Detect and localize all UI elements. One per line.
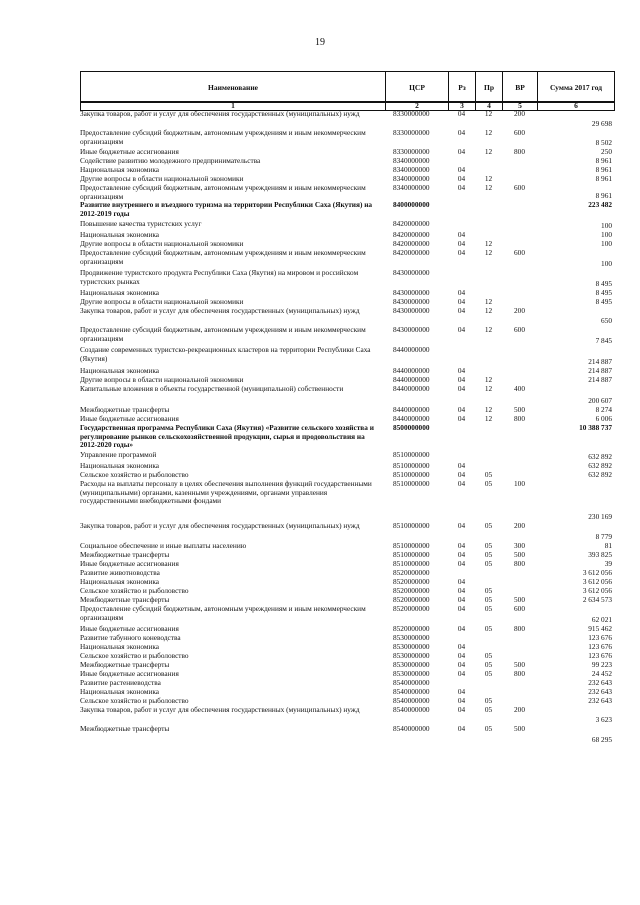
table-row xyxy=(80,522,614,542)
row-pr: 12 xyxy=(484,415,493,423)
row-pr: 05 xyxy=(484,596,493,604)
table-row xyxy=(80,376,614,385)
row-vr: 600 xyxy=(514,605,525,613)
row-csr: 8420000000 xyxy=(393,249,430,257)
row-rz: 04 xyxy=(457,326,466,334)
table-row xyxy=(80,298,614,307)
table-row xyxy=(80,269,614,289)
row-vr: 600 xyxy=(514,326,525,334)
table-row xyxy=(80,596,614,605)
row-csr: 8430000000 xyxy=(393,326,430,334)
row-csr: 8440000000 xyxy=(393,376,430,384)
row-csr: 8510000000 xyxy=(393,451,430,459)
table-row xyxy=(80,326,614,346)
row-sum: 8 495 xyxy=(595,279,612,288)
row-name: Иные бюджетные ассигнования xyxy=(80,670,179,678)
column-number: 2 xyxy=(386,102,449,111)
row-csr: 8520000000 xyxy=(393,569,430,577)
row-name: Иные бюджетные ассигнования xyxy=(80,148,179,156)
table-row xyxy=(80,587,614,596)
row-pr: 12 xyxy=(484,298,493,306)
table-row xyxy=(80,688,614,697)
row-rz: 04 xyxy=(457,385,466,393)
row-sum: 232 643 xyxy=(588,679,612,687)
table-row xyxy=(80,157,614,166)
page-number: 19 xyxy=(315,37,325,48)
row-name: Иные бюджетные ассигнования xyxy=(80,415,179,423)
row-name: Управление программой xyxy=(80,451,157,459)
row-vr: 600 xyxy=(514,129,525,137)
row-sum: 81 xyxy=(604,542,612,550)
row-rz: 04 xyxy=(457,670,466,678)
row-name: Социальное обеспечение и иные выплаты населению xyxy=(80,542,247,550)
table-row xyxy=(80,385,614,406)
row-name: Национальная экономика xyxy=(80,231,160,239)
row-sum: 123 676 xyxy=(588,652,612,660)
row-sum: 3 612 056 xyxy=(582,578,612,586)
row-name: Создание современных туристско-рекреационных кластеров на территории Республики Саха (Якутия) xyxy=(80,346,371,363)
row-csr: 8540000000 xyxy=(393,725,430,733)
row-pr: 05 xyxy=(484,706,493,714)
row-vr: 800 xyxy=(514,625,525,633)
row-sum: 8 961 xyxy=(595,191,612,200)
row-name: Межбюджетные трансферты xyxy=(80,406,170,414)
row-vr: 300 xyxy=(514,542,525,550)
header-name: Наименование xyxy=(81,72,386,103)
row-vr: 500 xyxy=(514,406,525,414)
table-row xyxy=(80,346,614,367)
row-csr: 8540000000 xyxy=(393,706,430,714)
row-sum: 393 825 xyxy=(588,551,612,559)
row-pr: 12 xyxy=(484,307,493,315)
table-row xyxy=(80,560,614,569)
table-row xyxy=(80,661,614,670)
row-csr: 8510000000 xyxy=(393,542,430,550)
row-sum: 3 623 xyxy=(595,715,612,724)
row-csr: 8430000000 xyxy=(393,269,430,277)
row-rz: 04 xyxy=(457,625,466,633)
row-vr: 400 xyxy=(514,385,525,393)
row-vr: 800 xyxy=(514,670,525,678)
row-name: Межбюджетные трансферты xyxy=(80,661,170,669)
row-rz: 04 xyxy=(457,560,466,568)
row-rz: 04 xyxy=(457,542,466,550)
row-rz: 04 xyxy=(457,688,466,696)
row-sum: 3 612 056 xyxy=(582,569,612,577)
header-pr: Пр xyxy=(476,72,503,103)
row-name: Другие вопросы в области национальной экономики xyxy=(80,376,244,384)
row-csr: 8440000000 xyxy=(393,346,430,354)
row-pr: 12 xyxy=(484,240,493,248)
row-rz: 04 xyxy=(457,307,466,315)
row-sum: 8 779 xyxy=(595,532,612,541)
row-csr: 8420000000 xyxy=(393,220,430,228)
row-name: Национальная экономика xyxy=(80,578,160,586)
row-name: Сельское хозяйство и рыболовство xyxy=(80,587,189,595)
row-pr: 12 xyxy=(484,148,493,156)
table-row xyxy=(80,110,614,129)
table-row xyxy=(80,643,614,652)
row-vr: 500 xyxy=(514,596,525,604)
row-name: Развитие внутреннего и въездного туризма на территории Республики Саха (Якутия) на 2012-2019 годы xyxy=(80,201,373,218)
table-row xyxy=(80,307,614,326)
row-rz: 04 xyxy=(457,725,466,733)
row-rz: 04 xyxy=(457,706,466,714)
row-rz: 04 xyxy=(457,129,466,137)
row-pr: 12 xyxy=(484,326,493,334)
table-row xyxy=(80,184,614,201)
row-pr: 05 xyxy=(484,661,493,669)
row-vr: 100 xyxy=(514,480,525,488)
row-sum: 8 495 xyxy=(595,298,612,306)
row-vr: 600 xyxy=(514,184,525,192)
row-rz: 04 xyxy=(457,110,466,118)
row-pr: 05 xyxy=(484,697,493,705)
row-name: Национальная экономика xyxy=(80,289,160,297)
row-name: Продвижение туристского продукта Республики Саха (Якутия) на мировом и российском туристских рынках xyxy=(80,269,359,286)
row-sum: 250 xyxy=(601,148,612,156)
row-name: Предоставление субсидий бюджетным, автономным учреждениям и иным некоммерческим организациям xyxy=(80,326,366,343)
row-name: Иные бюджетные ассигнования xyxy=(80,625,179,633)
row-rz: 04 xyxy=(457,652,466,660)
row-pr: 05 xyxy=(484,542,493,550)
row-sum: 632 892 xyxy=(588,452,612,461)
row-sum: 123 676 xyxy=(588,634,612,642)
row-rz: 04 xyxy=(457,166,466,174)
table-row xyxy=(80,406,614,415)
row-sum: 10 388 737 xyxy=(579,424,612,432)
row-name: Государственная программа Республики Саха (Якутия) «Развитие сельского хозяйства и регулирование рынков сельскохозяйственной продукции, сырья и продовольствия на 2012-2020 годы» xyxy=(80,424,374,449)
header-rz: Рз xyxy=(449,72,476,103)
row-pr: 12 xyxy=(484,376,493,384)
column-number: 3 xyxy=(449,102,476,111)
row-name: Межбюджетные трансферты xyxy=(80,551,170,559)
table-row xyxy=(80,578,614,587)
row-csr: 8330000000 xyxy=(393,129,430,137)
table-row xyxy=(80,634,614,643)
row-name: Содействие развитию молодежного предпринимательства xyxy=(80,157,261,165)
row-sum: 232 643 xyxy=(588,697,612,705)
row-pr: 05 xyxy=(484,652,493,660)
row-rz: 04 xyxy=(457,298,466,306)
row-sum: 7 845 xyxy=(595,336,612,345)
row-csr: 8520000000 xyxy=(393,605,430,613)
row-csr: 8440000000 xyxy=(393,367,430,375)
row-rz: 04 xyxy=(457,289,466,297)
row-name: Другие вопросы в области национальной экономики xyxy=(80,240,244,248)
row-pr: 12 xyxy=(484,184,493,192)
row-rz: 04 xyxy=(457,596,466,604)
row-rz: 04 xyxy=(457,661,466,669)
row-csr: 8440000000 xyxy=(393,415,430,423)
table-header xyxy=(80,71,615,103)
row-csr: 8540000000 xyxy=(393,679,430,687)
row-pr: 12 xyxy=(484,385,493,393)
row-sum: 632 892 xyxy=(588,471,612,479)
row-sum: 29 698 xyxy=(591,119,612,128)
row-csr: 8510000000 xyxy=(393,462,430,470)
row-csr: 8510000000 xyxy=(393,560,430,568)
column-number: 5 xyxy=(503,102,538,111)
table-row xyxy=(80,462,614,471)
row-vr: 800 xyxy=(514,148,525,156)
row-pr: 12 xyxy=(484,110,493,118)
row-csr: 8520000000 xyxy=(393,596,430,604)
row-name: Сельское хозяйство и рыболовство xyxy=(80,697,189,705)
row-name: Предоставление субсидий бюджетным, автономным учреждениям и иным некоммерческим организациям xyxy=(80,184,366,201)
table-row xyxy=(80,551,614,560)
header-csr: ЦСР xyxy=(386,72,449,103)
row-csr: 8530000000 xyxy=(393,652,430,660)
row-name: Предоставление субсидий бюджетным, автономным учреждениям и иным некоммерческим организациям xyxy=(80,605,366,622)
row-pr: 12 xyxy=(484,249,493,257)
row-pr: 05 xyxy=(484,625,493,633)
table-row xyxy=(80,679,614,688)
row-vr: 800 xyxy=(514,560,525,568)
row-csr: 8400000000 xyxy=(393,201,430,209)
table-row xyxy=(80,231,614,240)
budget-table-body xyxy=(80,110,614,745)
row-csr: 8420000000 xyxy=(393,240,430,248)
row-name: Национальная экономика xyxy=(80,462,160,470)
row-name: Межбюджетные трансферты xyxy=(80,725,170,733)
row-sum: 68 295 xyxy=(591,735,612,744)
row-name: Развитие растениеводства xyxy=(80,679,161,687)
row-name: Сельское хозяйство и рыболовство xyxy=(80,652,189,660)
row-csr: 8440000000 xyxy=(393,385,430,393)
row-pr: 05 xyxy=(484,605,493,613)
table-row xyxy=(80,220,614,231)
row-csr: 8340000000 xyxy=(393,166,430,174)
row-rz: 04 xyxy=(457,587,466,595)
row-csr: 8330000000 xyxy=(393,110,430,118)
row-name: Межбюджетные трансферты xyxy=(80,596,170,604)
table-row xyxy=(80,480,614,522)
table-row xyxy=(80,605,614,625)
row-rz: 04 xyxy=(457,240,466,248)
row-rz: 04 xyxy=(457,249,466,257)
row-rz: 04 xyxy=(457,415,466,423)
row-name: Предоставление субсидий бюджетным, автономным учреждениям и иным некоммерческим организациям xyxy=(80,249,366,266)
row-vr: 200 xyxy=(514,522,525,530)
table-row xyxy=(80,129,614,148)
row-name: Предоставление субсидий бюджетным, автономным учреждениям и иным некоммерческим организациям xyxy=(80,129,366,146)
row-csr: 8540000000 xyxy=(393,688,430,696)
table-row xyxy=(80,451,614,462)
table-row xyxy=(80,148,614,157)
row-name: Повышение качества туристских услуг xyxy=(80,220,202,228)
row-sum: 230 169 xyxy=(588,512,612,521)
row-vr: 500 xyxy=(514,551,525,559)
row-name: Закупка товаров, работ и услуг для обеспечения государственных (муниципальных) нужд xyxy=(80,110,360,118)
row-rz: 04 xyxy=(457,697,466,705)
row-sum: 8 961 xyxy=(595,157,612,165)
row-rz: 04 xyxy=(457,480,466,488)
row-csr: 8530000000 xyxy=(393,661,430,669)
row-sum: 2 634 573 xyxy=(582,596,612,604)
row-pr: 05 xyxy=(484,725,493,733)
row-name: Сельское хозяйство и рыболовство xyxy=(80,471,189,479)
row-rz: 04 xyxy=(457,175,466,183)
row-csr: 8330000000 xyxy=(393,148,430,156)
table-row xyxy=(80,652,614,661)
row-vr: 200 xyxy=(514,706,525,714)
table-row xyxy=(80,175,614,184)
row-sum: 62 021 xyxy=(591,615,612,624)
table-row xyxy=(80,471,614,480)
row-name: Национальная экономика xyxy=(80,367,160,375)
column-number: 4 xyxy=(476,102,503,111)
row-name: Развитие табунного коневодства xyxy=(80,634,181,642)
row-vr: 600 xyxy=(514,249,525,257)
row-csr: 8420000000 xyxy=(393,231,430,239)
row-rz: 04 xyxy=(457,462,466,470)
row-vr: 200 xyxy=(514,307,525,315)
row-csr: 8340000000 xyxy=(393,157,430,165)
row-rz: 04 xyxy=(457,367,466,375)
table-row xyxy=(80,542,614,551)
table-row xyxy=(80,166,614,175)
row-sum: 24 452 xyxy=(591,670,612,678)
row-csr: 8430000000 xyxy=(393,289,430,297)
row-name: Закупка товаров, работ и услуг для обеспечения государственных (муниципальных) нужд xyxy=(80,307,360,315)
row-name: Национальная экономика xyxy=(80,688,160,696)
row-sum: 100 xyxy=(601,221,612,230)
row-csr: 8530000000 xyxy=(393,643,430,651)
row-csr: 8530000000 xyxy=(393,634,430,642)
table-row xyxy=(80,697,614,706)
row-csr: 8340000000 xyxy=(393,184,430,192)
row-csr: 8520000000 xyxy=(393,625,430,633)
row-sum: 3 612 056 xyxy=(582,587,612,595)
row-sum: 232 643 xyxy=(588,688,612,696)
row-vr: 500 xyxy=(514,725,525,733)
row-rz: 04 xyxy=(457,605,466,613)
row-rz: 04 xyxy=(457,578,466,586)
row-csr: 8430000000 xyxy=(393,298,430,306)
row-sum: 100 xyxy=(601,240,612,248)
row-name: Национальная экономика xyxy=(80,166,160,174)
row-name: Другие вопросы в области национальной экономики xyxy=(80,298,244,306)
row-sum: 8 502 xyxy=(595,138,612,147)
row-name: Расходы на выплаты персоналу в целях обеспечения выполнения функций государственными (муниципальными) органами, казенными учреждениями, органами управления государственными внебюджетными фондами xyxy=(80,480,372,505)
row-csr: 8520000000 xyxy=(393,587,430,595)
table-row xyxy=(80,725,614,745)
row-csr: 8510000000 xyxy=(393,480,430,488)
row-name: Иные бюджетные ассигнования xyxy=(80,560,179,568)
table-row xyxy=(80,201,614,220)
row-sum: 100 xyxy=(601,231,612,239)
row-sum: 39 xyxy=(604,560,612,568)
row-sum: 8 961 xyxy=(595,166,612,174)
row-csr: 8540000000 xyxy=(393,697,430,705)
table-row xyxy=(80,249,614,269)
table-row xyxy=(80,289,614,298)
table-row xyxy=(80,415,614,424)
row-csr: 8510000000 xyxy=(393,471,430,479)
row-csr: 8510000000 xyxy=(393,551,430,559)
header-sum: Сумма 2017 год xyxy=(538,72,615,103)
table-row xyxy=(80,706,614,725)
row-rz: 04 xyxy=(457,406,466,414)
row-name: Закупка товаров, работ и услуг для обеспечения государственных (муниципальных) нужд xyxy=(80,522,360,530)
row-name: Другие вопросы в области национальной экономики xyxy=(80,175,244,183)
row-name: Развитие животноводства xyxy=(80,569,160,577)
row-name: Закупка товаров, работ и услуг для обеспечения государственных (муниципальных) нужд xyxy=(80,706,360,714)
row-csr: 8530000000 xyxy=(393,670,430,678)
row-sum: 632 892 xyxy=(588,462,612,470)
row-sum: 915 462 xyxy=(588,625,612,633)
row-csr: 8500000000 xyxy=(393,424,430,432)
row-sum: 214 887 xyxy=(588,367,612,375)
header-vr: ВР xyxy=(503,72,538,103)
row-pr: 05 xyxy=(484,670,493,678)
row-sum: 6 006 xyxy=(595,415,612,423)
row-name: Национальная экономика xyxy=(80,643,160,651)
row-pr: 05 xyxy=(484,522,493,530)
row-rz: 04 xyxy=(457,148,466,156)
row-sum: 650 xyxy=(601,316,612,325)
row-pr: 12 xyxy=(484,406,493,414)
table-row xyxy=(80,670,614,679)
row-sum: 214 887 xyxy=(588,376,612,384)
column-number: 1 xyxy=(81,102,386,111)
row-sum: 8 495 xyxy=(595,289,612,297)
row-pr: 05 xyxy=(484,551,493,559)
row-sum: 214 887 xyxy=(588,357,612,366)
table-row xyxy=(80,625,614,634)
row-sum: 100 xyxy=(601,259,612,268)
column-number: 6 xyxy=(538,102,615,111)
row-vr: 200 xyxy=(514,110,525,118)
row-rz: 04 xyxy=(457,522,466,530)
row-rz: 04 xyxy=(457,643,466,651)
row-csr: 8430000000 xyxy=(393,307,430,315)
row-pr: 12 xyxy=(484,129,493,137)
row-rz: 04 xyxy=(457,551,466,559)
row-pr: 12 xyxy=(484,175,493,183)
row-csr: 8340000000 xyxy=(393,175,430,183)
row-sum: 200 607 xyxy=(588,396,612,405)
row-rz: 04 xyxy=(457,471,466,479)
row-pr: 05 xyxy=(484,480,493,488)
table-row xyxy=(80,569,614,578)
row-sum: 8 961 xyxy=(595,175,612,183)
row-csr: 8520000000 xyxy=(393,578,430,586)
row-sum: 99 223 xyxy=(591,661,612,669)
row-csr: 8440000000 xyxy=(393,406,430,414)
row-vr: 800 xyxy=(514,415,525,423)
table-row xyxy=(80,367,614,376)
row-csr: 8510000000 xyxy=(393,522,430,530)
row-sum: 8 274 xyxy=(595,406,612,414)
row-rz: 04 xyxy=(457,231,466,239)
table-row xyxy=(80,424,614,451)
row-pr: 05 xyxy=(484,471,493,479)
row-pr: 05 xyxy=(484,587,493,595)
row-pr: 05 xyxy=(484,560,493,568)
row-name: Капитальные вложения в объекты государственной (муниципальной) собственности xyxy=(80,385,344,393)
row-rz: 04 xyxy=(457,376,466,384)
row-sum: 223 482 xyxy=(588,201,612,209)
table-row xyxy=(80,240,614,249)
row-vr: 500 xyxy=(514,661,525,669)
row-sum: 123 676 xyxy=(588,643,612,651)
row-rz: 04 xyxy=(457,184,466,192)
